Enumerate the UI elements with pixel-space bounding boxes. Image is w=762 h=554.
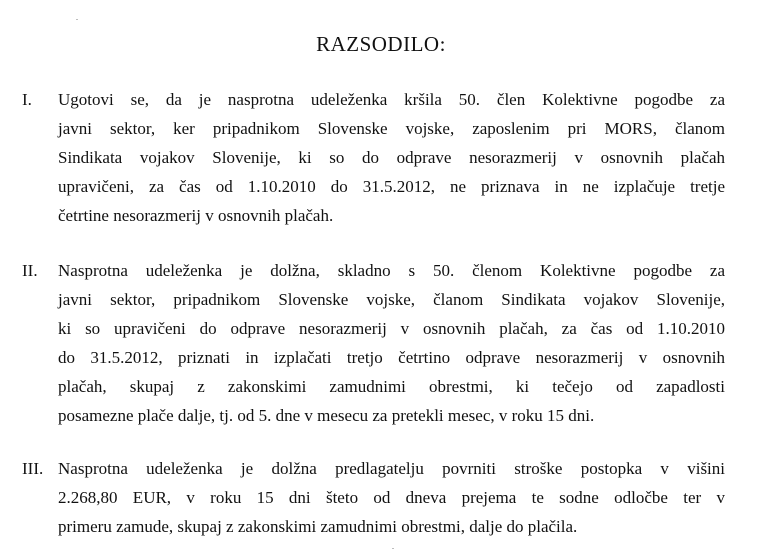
section-paragraph	[58, 256, 725, 430]
section-numeral: I.	[22, 90, 32, 109]
section-paragraph	[58, 454, 725, 541]
section-numeral: II.	[22, 261, 38, 280]
paragraph-line: Sindikata vojakov Slovenije, ki so do odprave nesorazmerij v osnovnih plačah	[58, 148, 725, 167]
paragraph-line: javni sektor, ker pripadnikom Slovenske vojske, zaposlenim pri MORS, članom	[58, 119, 725, 138]
paragraph-line: do 31.5.2012, priznati in izplačati tretjo četrtino odprave nesorazmerij v osnovnih	[58, 348, 725, 367]
paragraph-line: primeru zamude, skupaj z zakonskimi zamudnimi obrestmi, dalje do plačila.	[58, 517, 578, 536]
paragraph-line: posamezne plače dalje, tj. od 5. dne v mesecu za pretekli mesec, v roku 15 dni.	[58, 406, 595, 425]
paragraph-line: Nasprotna udeleženka je dolžna predlagatelju povrniti stroške postopka v višini	[58, 459, 725, 478]
section-numeral: III.	[22, 459, 44, 478]
paragraph-line: plačah, skupaj z zakonskimi zamudnimi obrestmi, ki tečejo od zapadlosti	[58, 377, 725, 396]
paragraph-line: javni sektor, pripadnikom Slovenske vojske, članom Sindikata vojakov Slovenije,	[58, 290, 725, 309]
paragraph-line: Nasprotna udeleženka je dolžna, skladno s 50. členom Kolektivne pogodbe za	[58, 261, 725, 280]
paragraph-line: ki so upravičeni do odprave nesorazmerij v osnovnih plačah, za čas od 1.10.2010	[58, 319, 725, 338]
scan-speck	[76, 19, 78, 20]
paragraph-line: upravičeni, za čas od 1.10.2010 do 31.5.2012, ne priznava in ne izplačuje tretje	[58, 177, 725, 196]
document-title: RAZSODILO:	[316, 32, 446, 56]
paragraph-line: 2.268,80 EUR, v roku 15 dni šteto od dneva prejema te sodne odločbe ter v	[58, 488, 725, 507]
paragraph-line: četrtine nesorazmerij v osnovnih plačah.	[58, 206, 334, 225]
section-paragraph	[58, 85, 725, 230]
scan-speck	[392, 548, 394, 549]
paragraph-line: Ugotovi se, da je nasprotna udeleženka kršila 50. člen Kolektivne pogodbe za	[58, 90, 725, 109]
